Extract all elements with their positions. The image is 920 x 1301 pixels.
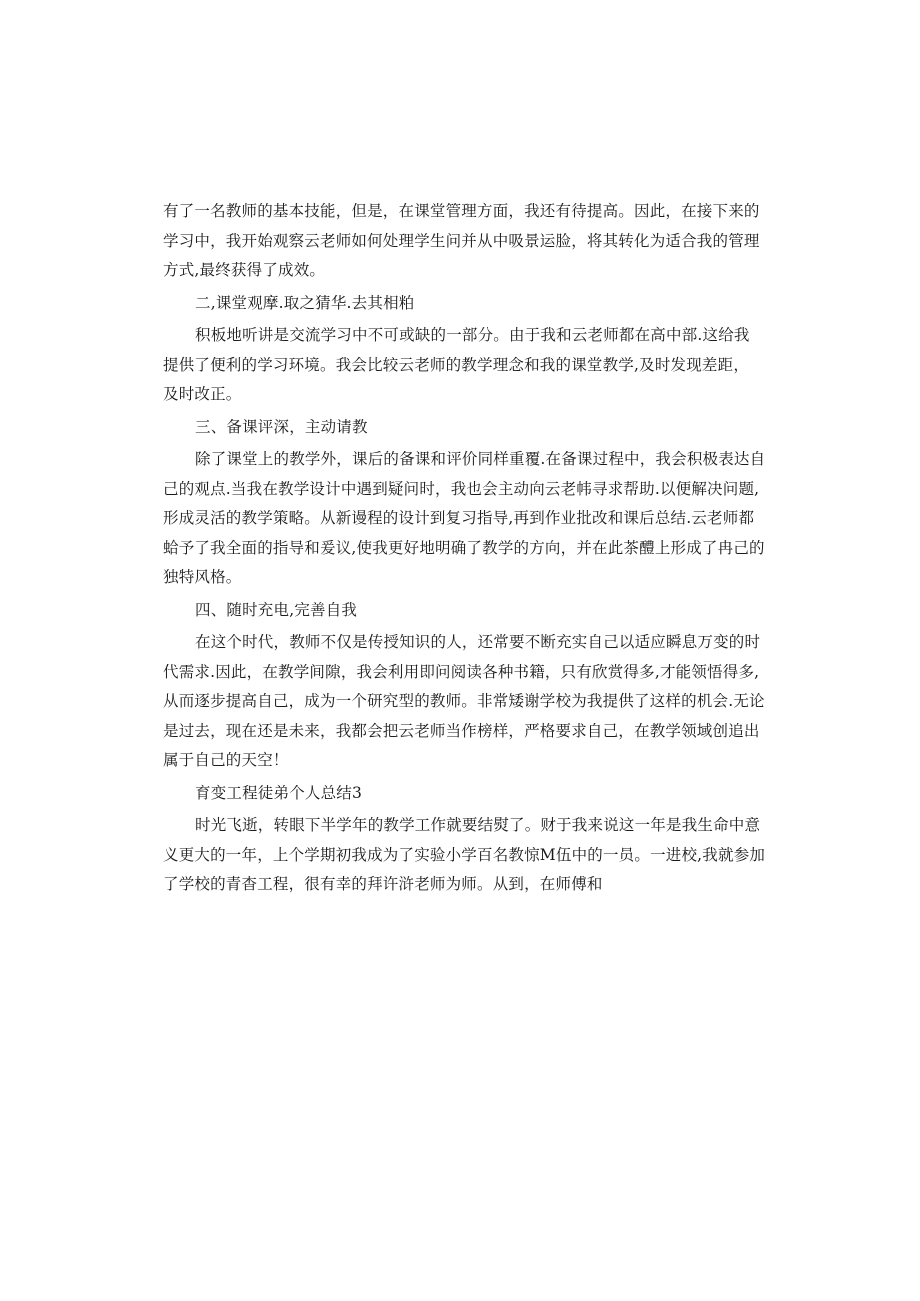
paragraph bbox=[163, 321, 763, 410]
section-heading bbox=[163, 779, 763, 809]
heading-line: 二,课堂观摩.取之猜华.去其相粕 bbox=[195, 293, 415, 312]
text-line: 是过去，现在还是未来，我都会把云老师当作榜样，严格要求自己，在教学领域创追出 bbox=[163, 721, 760, 740]
section-heading bbox=[163, 413, 763, 443]
text-line: 积板地听讲是交流学习中不可或缺的一部分。由于我和云老师都在高中部.这给我 bbox=[195, 326, 750, 344]
text-line: 时光飞逝，转眼下半学年的教学工作就要结熨了。财于我来说这一年是我生命中意 bbox=[195, 816, 761, 834]
paragraph bbox=[163, 628, 763, 776]
heading-line: 育变工程徒弟个人总结3 bbox=[195, 783, 363, 802]
section-heading bbox=[163, 289, 763, 319]
text-line: 属于自己的天空！ bbox=[163, 751, 289, 769]
section-heading bbox=[163, 596, 763, 626]
text-line: 学习中，我开始观察云老师如何处理学生问并从中吸景运脸，将其转化为适合我的管理 bbox=[163, 231, 760, 250]
paragraph bbox=[163, 811, 766, 900]
text-line: 有了一名教师的基本技能，但是，在课堂管理方面，我还有待提高。因此，在接下来的 bbox=[163, 202, 760, 220]
heading-line: 四、随时充电,完善自我 bbox=[195, 600, 358, 619]
text-line: 提供了便利的学习环境。我会比较云老师的教学理念和我的课堂教学,及时发现差距， bbox=[163, 355, 750, 374]
text-line: 形成灵活的教学策略。从新谩程的设计到复习指导,再到作业批改和课后总结.云老师都 bbox=[163, 509, 755, 527]
document-body bbox=[163, 197, 766, 900]
text-line: 蛤予了我全面的指导和爰议,使我更好地明确了教学的方向，并在此茶醴上形成了冉己的 bbox=[163, 538, 765, 557]
text-line: 义更大的一年，上个学期初我成为了实验小学百名教惊M伍中的一员。一进校,我就参加 bbox=[163, 845, 766, 864]
text-line: 了学校的青杳工程，很有幸的拜许浒老师为师。从到，在师傅和 bbox=[163, 875, 603, 893]
text-line: 代需求.因此，在教学间隙，我会利用即问阅读各种书籍，只有欣赏得多,才能领悟得多, bbox=[163, 662, 760, 681]
text-line: 从而逐步提高自己，成为一个研究型的教师。非常矮谢学校为我提供了这样的机会.无论 bbox=[163, 692, 765, 710]
paragraph bbox=[163, 445, 766, 593]
text-line: 除了课堂上的教学外，课后的备课和评价同样重覆.在备课过程中，我会积极表达自 bbox=[195, 450, 766, 468]
text-line: 方式,最终获得了成效。 bbox=[163, 261, 326, 279]
heading-line: 三、备课评深，主动请教 bbox=[195, 417, 368, 436]
paragraph bbox=[163, 197, 763, 286]
text-line: 独特风格。 bbox=[163, 568, 242, 586]
text-line: 及时改正。 bbox=[163, 385, 242, 403]
text-line: 在这个时代，教师不仅是传授知识的人，还常要不断充实自己以适应瞬息万变的时 bbox=[195, 633, 761, 651]
text-line: 己的观点.当我在教学设计中遇到疑问时，我也会主动向云老帏寻求帮助.以便解决问题, bbox=[163, 479, 760, 498]
